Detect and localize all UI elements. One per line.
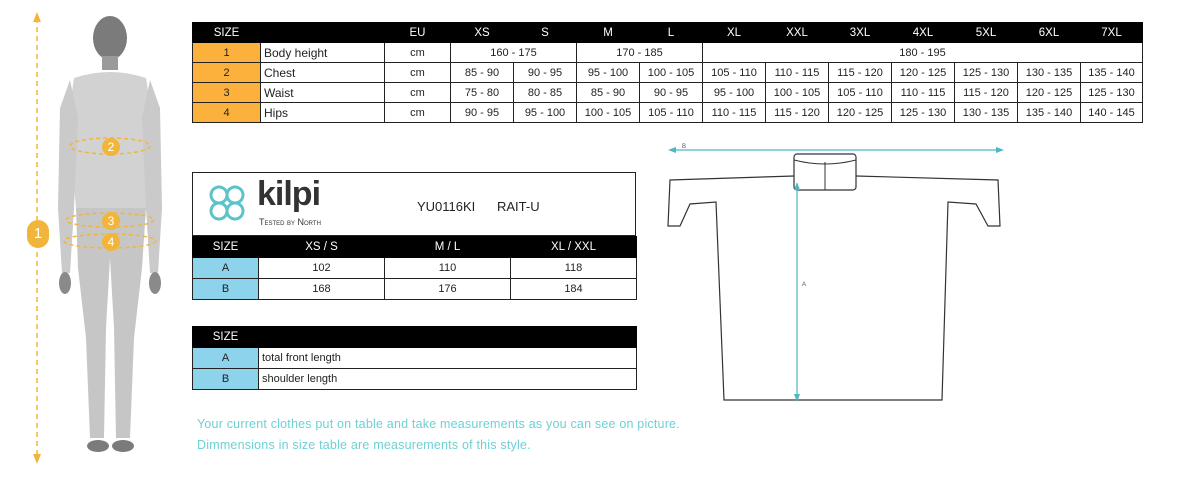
value-cell: 130 - 135 [955,103,1018,123]
header-cell [261,23,385,43]
value-cell: 115 - 120 [829,63,892,83]
marker-3: 3 [102,212,120,230]
row-number: 1 [193,43,261,63]
header-cell: EU [385,23,451,43]
product-code: YU0116KI [417,199,476,214]
label-a: A [802,282,807,288]
table-row [193,103,1143,123]
value-cell: 168 [259,279,385,300]
value-cell: 118 [511,258,637,279]
row-key: B [193,279,259,300]
legend-header [193,327,637,348]
header-cell [259,327,637,348]
row-label: Chest [261,63,385,83]
value-cell: 95 - 100 [577,63,640,83]
product-table-header [193,237,637,258]
value-cell: 95 - 100 [703,83,766,103]
legend-text: shoulder length [259,369,637,390]
value-cell: 115 - 120 [766,103,829,123]
value-cell: 102 [259,258,385,279]
table-row [193,279,637,300]
header-cell: 5XL [955,23,1018,43]
row-number: 4 [193,103,261,123]
product-card [192,172,636,236]
value-cell: 90 - 95 [514,63,577,83]
row-label: Body height [261,43,385,63]
header-cell: XXL [766,23,829,43]
header-cell: S [514,23,577,43]
value-cell: 105 - 110 [829,83,892,103]
value-cell: 110 - 115 [892,83,955,103]
value-cell: 176 [385,279,511,300]
product-name: RAIT-U [497,199,540,214]
value-cell: 85 - 90 [451,63,514,83]
value-cell: 105 - 110 [703,63,766,83]
row-unit: cm [385,83,451,103]
header-cell: 7XL [1081,23,1143,43]
header-cell: XS / S [259,237,385,258]
value-cell: 100 - 105 [577,103,640,123]
marker-1: 1 [27,220,49,248]
note-line-1: Your current clothes put on table and take measurements as you can see on picture. [197,417,680,431]
value-cell: 140 - 145 [1081,103,1143,123]
header-cell: SIZE [193,23,261,43]
value-cell: 80 - 85 [514,83,577,103]
value-cell: 125 - 130 [955,63,1018,83]
row-unit: cm [385,43,451,63]
table-row [193,369,637,390]
header-cell: XS [451,23,514,43]
row-number: 2 [193,63,261,83]
value-cell: 90 - 95 [640,83,703,103]
merged-cell: 160 - 175 [451,43,577,63]
value-cell: 135 - 140 [1018,103,1081,123]
garment-drawing [660,140,1020,410]
legend-text: total front length [259,348,637,369]
marker-4: 4 [102,233,120,251]
row-key: A [193,258,259,279]
value-cell: 130 - 135 [1018,63,1081,83]
header-cell: M / L [385,237,511,258]
value-cell: 184 [511,279,637,300]
value-cell: 90 - 95 [451,103,514,123]
value-cell: 110 [385,258,511,279]
merged-cell: 170 - 185 [577,43,703,63]
note-line-2: Dimmensions in size table are measurements of this style. [197,438,531,452]
value-cell: 100 - 105 [766,83,829,103]
row-key: A [193,348,259,369]
value-cell: 110 - 115 [766,63,829,83]
value-cell: 95 - 100 [514,103,577,123]
value-cell: 75 - 80 [451,83,514,103]
table-row [193,63,1143,83]
row-label: Waist [261,83,385,103]
table-row [193,83,1143,103]
merged-cell: 180 - 195 [703,43,1143,63]
header-cell: XL / XXL [511,237,637,258]
value-cell: 125 - 130 [1081,83,1143,103]
value-cell: 105 - 110 [640,103,703,123]
header-cell: 3XL [829,23,892,43]
row-number: 3 [193,83,261,103]
row-label: Hips [261,103,385,123]
brand-tagline: Tested by North [259,217,321,227]
header-cell: XL [703,23,766,43]
value-cell: 120 - 125 [1018,83,1081,103]
table-row [193,348,637,369]
label-b: B [682,144,687,150]
table-row [193,43,1143,63]
header-cell: L [640,23,703,43]
header-cell: 6XL [1018,23,1081,43]
kilpi-knot-logo [203,179,251,227]
marker-2: 2 [102,138,120,156]
row-key: B [193,369,259,390]
value-cell: 100 - 105 [640,63,703,83]
value-cell: 85 - 90 [577,83,640,103]
value-cell: 110 - 115 [703,103,766,123]
header-cell: SIZE [193,237,259,258]
header-cell: M [577,23,640,43]
value-cell: 135 - 140 [1081,63,1143,83]
product-size-table [192,236,637,300]
row-unit: cm [385,63,451,83]
header-cell: 4XL [892,23,955,43]
value-cell: 125 - 130 [892,103,955,123]
header-cell: SIZE [193,327,259,348]
table-row [193,258,637,279]
value-cell: 115 - 120 [955,83,1018,103]
legend-table [192,326,637,390]
size-table [192,22,1143,123]
value-cell: 120 - 125 [829,103,892,123]
row-unit: cm [385,103,451,123]
brand-name: kilpi [257,175,321,213]
size-table-header [193,23,1143,43]
value-cell: 120 - 125 [892,63,955,83]
